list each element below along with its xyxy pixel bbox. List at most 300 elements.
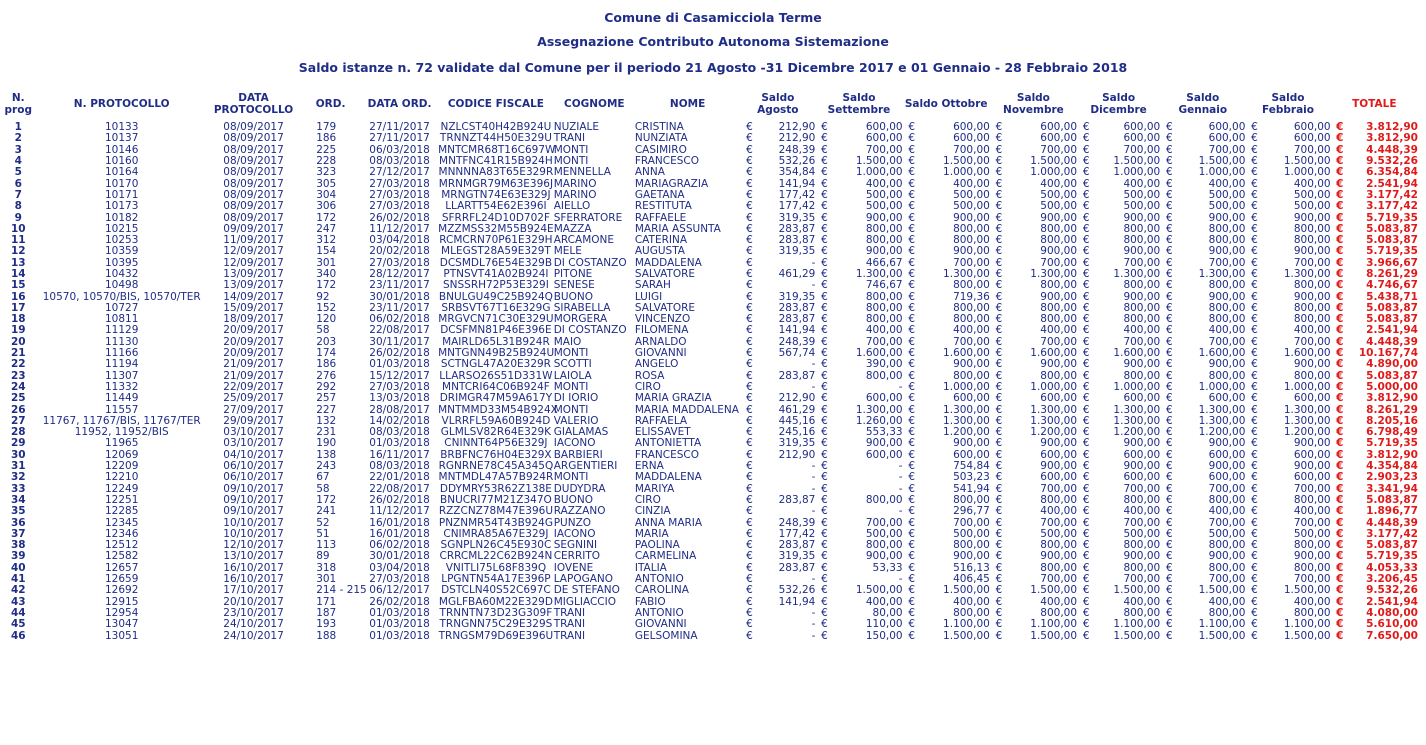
cell-protocollo: 10570, 10570/BIS, 10570/TER: [42, 290, 201, 303]
cell-currency-symbol: €: [995, 606, 1003, 619]
cell-data-ord: 13/03/2018: [369, 392, 430, 405]
cell-data-ord: 27/03/2018: [369, 380, 430, 393]
cell-saldo-febbraio: 400,00: [1293, 595, 1331, 608]
cell-currency-symbol: €: [1251, 335, 1258, 348]
cell-currency-symbol: €: [746, 392, 753, 405]
cell-saldo-ottobre: 1.600,00: [943, 347, 990, 360]
cell-currency-symbol-total: €: [1336, 392, 1344, 405]
cell-codice-fiscale: NZLCST40H42B924U: [440, 121, 552, 134]
cell-saldo-febbraio: 800,00: [1293, 313, 1331, 326]
cell-currency-symbol-total: €: [1336, 448, 1344, 461]
cell-totale: 4.448,39: [1366, 143, 1418, 156]
cell-totale: 5.719,35: [1366, 437, 1418, 450]
cell-codice-fiscale: MRNMGR79M63E396J: [438, 177, 554, 190]
cell-data-ord: 16/01/2018: [369, 516, 430, 529]
cell-saldo-settembre: 553,33: [865, 426, 903, 439]
cell-saldo-ottobre: 900,00: [953, 437, 990, 450]
cell-currency-symbol: €: [1251, 155, 1258, 168]
cell-protocollo: 12512: [104, 539, 139, 552]
cell-currency-symbol-total: €: [1336, 177, 1344, 190]
cell-currency-symbol: €: [1165, 200, 1173, 213]
cell-currency-symbol: €: [1165, 561, 1173, 574]
cell-ord: 113: [316, 539, 337, 552]
cell-saldo-febbraio: 700,00: [1293, 482, 1331, 495]
cell-codice-fiscale: MRGVCN71C30E329U: [438, 313, 554, 326]
cell-currency-symbol: €: [746, 256, 753, 269]
cell-currency-symbol: €: [1082, 414, 1090, 427]
cell-data-protocollo: 03/10/2017: [223, 437, 284, 450]
cell-data-protocollo: 08/09/2017: [223, 155, 284, 168]
cell-currency-symbol: €: [908, 392, 916, 405]
cell-nome: FILOMENA: [634, 324, 689, 337]
cell-saldo-dicembre: 700,00: [1123, 143, 1161, 156]
cell-data-ord: 06/02/2018: [369, 313, 430, 326]
table-row: [0, 167, 1418, 178]
cell-currency-symbol-total: €: [1336, 527, 1344, 540]
cell-currency-symbol: €: [821, 527, 828, 540]
cell-data-protocollo: 06/10/2017: [223, 460, 284, 473]
cell-saldo-novembre: 700,00: [1040, 482, 1078, 495]
cell-currency-symbol: €: [995, 460, 1003, 473]
cell-currency-symbol: €: [821, 482, 828, 495]
cell-codice-fiscale: MNTFNC41R15B924H: [439, 155, 553, 168]
cell-data-protocollo: 08/09/2017: [223, 132, 284, 145]
cell-currency-symbol: €: [908, 606, 916, 619]
cell-protocollo: 10160: [104, 155, 139, 168]
cell-currency-symbol: €: [1251, 347, 1258, 360]
cell-saldo-ottobre: 1.000,00: [943, 166, 990, 179]
cell-nome: AUGUSTA: [634, 245, 685, 258]
cell-currency-symbol: €: [995, 618, 1003, 631]
cell-currency-symbol: €: [1082, 143, 1090, 156]
cell-cognome: CERRITO: [553, 550, 601, 563]
cell-currency-symbol: €: [908, 618, 916, 631]
cell-currency-symbol: €: [1251, 358, 1258, 371]
cell-saldo-febbraio: 800,00: [1293, 369, 1331, 382]
table-row: [0, 551, 1418, 562]
cell-prog: 2: [14, 132, 22, 145]
cell-saldo-settembre: 900,00: [865, 437, 903, 450]
cell-nome: VINCENZO: [634, 313, 691, 326]
cell-currency-symbol: €: [908, 426, 916, 439]
cell-saldo-gennaio: 500,00: [1208, 527, 1246, 540]
table-row: [0, 303, 1418, 314]
cell-currency-symbol: €: [908, 527, 916, 540]
cell-currency-symbol: €: [1251, 606, 1258, 619]
cell-saldo-novembre: 400,00: [1040, 595, 1078, 608]
cell-prog: 43: [10, 595, 26, 608]
cell-currency-symbol: €: [908, 335, 916, 348]
cell-currency-symbol: €: [821, 222, 828, 235]
cell-protocollo: 10359: [104, 245, 139, 258]
cell-currency-symbol: €: [1251, 256, 1258, 269]
cell-saldo-ottobre: 800,00: [953, 222, 990, 235]
cell-saldo-novembre: 600,00: [1040, 132, 1078, 145]
cell-currency-symbol: €: [746, 347, 753, 360]
cell-nome: ANTONIO: [634, 606, 684, 619]
cell-totale: 5.083,87: [1366, 301, 1418, 314]
cell-currency-symbol: €: [1251, 324, 1258, 337]
cell-data-ord: 01/03/2018: [369, 358, 430, 371]
cell-currency-symbol: €: [1165, 471, 1173, 484]
cell-saldo-ottobre: 800,00: [953, 493, 990, 506]
cell-saldo-agosto: 248,39: [778, 335, 816, 348]
cell-protocollo: 10727: [104, 301, 139, 314]
cell-data-ord: 27/03/2018: [369, 177, 430, 190]
cell-saldo-gennaio: 800,00: [1208, 279, 1246, 292]
cell-saldo-gennaio: 1.500,00: [1198, 629, 1246, 642]
cell-currency-symbol: €: [1082, 426, 1090, 439]
cell-data-protocollo: 13/10/2017: [223, 550, 284, 563]
cell-currency-symbol-total: €: [1336, 380, 1344, 393]
cell-ord: 67: [316, 471, 330, 484]
cell-prog: 33: [10, 482, 26, 495]
cell-currency-symbol: €: [908, 177, 916, 190]
cell-ord: 241: [316, 505, 337, 518]
table-row: [0, 291, 1418, 302]
cell-currency-symbol: €: [1165, 358, 1173, 371]
cell-saldo-settembre: 1.000,00: [855, 166, 903, 179]
cell-currency-symbol: €: [1165, 335, 1173, 348]
cell-prog: 42: [10, 584, 26, 597]
cell-saldo-novembre: 1.600,00: [1030, 347, 1078, 360]
cell-ord: 306: [316, 200, 337, 213]
cell-saldo-agosto: 283,87: [778, 539, 816, 552]
cell-currency-symbol-total: €: [1336, 279, 1344, 292]
cell-saldo-dicembre: 1.300,00: [1113, 268, 1161, 280]
table-header-row: [0, 86, 1418, 122]
cell-data-protocollo: 23/10/2017: [223, 606, 284, 619]
cell-saldo-settembre: 150,00: [865, 629, 903, 642]
cell-prog: 36: [10, 516, 26, 529]
cell-saldo-settembre: 53,33: [872, 561, 903, 574]
cell-saldo-febbraio: 700,00: [1293, 143, 1331, 156]
table-row: [0, 359, 1418, 370]
cell-currency-symbol: €: [1082, 121, 1090, 134]
cell-saldo-febbraio: 800,00: [1293, 279, 1331, 292]
cell-currency-symbol: €: [746, 290, 753, 303]
cell-nome: SALVATORE: [634, 301, 696, 314]
cell-currency-symbol: €: [746, 211, 753, 224]
cell-cognome: AIELLO: [553, 200, 591, 213]
cell-currency-symbol: €: [821, 200, 828, 213]
cell-data-protocollo: 09/10/2017: [223, 493, 284, 506]
cell-codice-fiscale: SGNPLN26C45E930C: [440, 539, 552, 552]
cell-nome: RESTITUTA: [634, 200, 692, 213]
cell-ord: 120: [316, 313, 337, 326]
cell-cognome: DE STEFANO: [553, 584, 620, 597]
cell-saldo-ottobre: 1.100,00: [943, 618, 990, 631]
cell-saldo-agosto: 248,39: [778, 516, 816, 529]
cell-data-ord: 27/11/2017: [369, 132, 430, 145]
cell-saldo-agosto: -: [811, 460, 816, 473]
cell-currency-symbol: €: [821, 561, 828, 574]
cell-codice-fiscale: MNTMDL47A57B924R: [438, 471, 554, 484]
cell-currency-symbol: €: [1251, 177, 1258, 190]
cell-saldo-settembre: 800,00: [865, 539, 903, 552]
cell-ord: 228: [316, 155, 337, 168]
cell-nome: NUNZIATA: [634, 132, 688, 145]
cell-currency-symbol: €: [821, 516, 828, 529]
cell-saldo-novembre: 900,00: [1040, 437, 1078, 450]
cell-currency-symbol: €: [1082, 561, 1090, 574]
cell-saldo-settembre: 1.600,00: [855, 347, 903, 360]
cell-protocollo: 10137: [104, 132, 139, 145]
cell-codice-fiscale: PNZNMR54T43B924G: [438, 516, 553, 529]
cell-saldo-ottobre: 800,00: [953, 234, 990, 247]
cell-currency-symbol: €: [746, 177, 753, 190]
cell-cognome: MONTI: [553, 155, 589, 168]
cell-saldo-agosto: 245,16: [778, 426, 816, 439]
cell-saldo-gennaio: 800,00: [1208, 234, 1246, 247]
cell-currency-symbol-total: €: [1336, 143, 1344, 156]
cell-saldo-gennaio: 900,00: [1208, 460, 1246, 473]
cell-codice-fiscale: LLARTT54E62E396I: [445, 200, 547, 213]
cell-saldo-dicembre: 600,00: [1123, 132, 1161, 145]
cell-ord: 292: [316, 380, 337, 393]
cell-saldo-ottobre: 1.300,00: [943, 414, 990, 427]
cell-data-ord: 26/02/2018: [369, 493, 430, 506]
cell-currency-symbol: €: [1251, 527, 1258, 540]
cell-currency-symbol: €: [821, 403, 828, 416]
cell-totale: 5.719,35: [1366, 550, 1418, 563]
cell-currency-symbol: €: [908, 290, 916, 303]
cell-saldo-settembre: 1.300,00: [855, 268, 903, 280]
cell-saldo-gennaio: 700,00: [1208, 143, 1246, 156]
cell-data-ord: 28/12/2017: [369, 268, 430, 280]
cell-currency-symbol-total: €: [1336, 505, 1344, 518]
cell-saldo-febbraio: 800,00: [1293, 234, 1331, 247]
cell-prog: 28: [10, 426, 26, 439]
cell-currency-symbol: €: [1251, 539, 1258, 552]
cell-currency-symbol-total: €: [1336, 369, 1344, 382]
cell-saldo-febbraio: 1.500,00: [1283, 584, 1331, 597]
cell-ord: 51: [316, 527, 330, 540]
cell-saldo-febbraio: 1.300,00: [1283, 414, 1331, 427]
cell-saldo-ottobre: 516,13: [953, 561, 990, 574]
cell-saldo-novembre: 1.300,00: [1030, 403, 1078, 416]
cell-saldo-settembre: 800,00: [865, 301, 903, 314]
cell-currency-symbol: €: [908, 211, 916, 224]
cell-saldo-febbraio: 700,00: [1293, 256, 1331, 269]
cell-currency-symbol-total: €: [1336, 324, 1344, 337]
cell-currency-symbol: €: [821, 448, 828, 461]
cell-data-protocollo: 25/09/2017: [223, 392, 284, 405]
cell-saldo-dicembre: 1.000,00: [1113, 380, 1161, 393]
table-row: [0, 472, 1418, 483]
cell-saldo-agosto: 141,94: [778, 595, 816, 608]
cell-currency-symbol: €: [908, 347, 916, 360]
cell-nome: GELSOMINA: [634, 629, 698, 642]
cell-currency-symbol: €: [821, 629, 828, 642]
cell-saldo-settembre: 1.260,00: [855, 414, 903, 427]
cell-currency-symbol: €: [746, 234, 753, 247]
cell-data-ord: 23/11/2017: [369, 301, 430, 314]
cell-currency-symbol: €: [995, 177, 1003, 190]
cell-cognome: GIALAMAS: [553, 426, 609, 439]
cell-protocollo: 10253: [104, 234, 139, 247]
cell-currency-symbol: €: [746, 121, 753, 134]
cell-saldo-ottobre: 900,00: [953, 245, 990, 258]
cell-currency-symbol: €: [746, 460, 753, 473]
cell-currency-symbol: €: [908, 448, 916, 461]
cell-cognome: ARGENTIERI: [553, 460, 618, 473]
cell-cognome: MONTI: [553, 471, 589, 484]
cell-currency-symbol: €: [821, 505, 828, 518]
cell-prog: 30: [10, 448, 26, 461]
cell-saldo-ottobre: 600,00: [953, 448, 990, 461]
cell-saldo-dicembre: 600,00: [1123, 448, 1161, 461]
cell-saldo-dicembre: 400,00: [1123, 177, 1161, 190]
cell-totale: 3.812,90: [1366, 132, 1418, 145]
cell-codice-fiscale: TRNGSM79D69E396U: [438, 629, 554, 642]
cell-currency-symbol: €: [821, 256, 828, 269]
cell-currency-symbol: €: [908, 539, 916, 552]
cell-data-protocollo: 08/09/2017: [223, 143, 284, 156]
cell-currency-symbol: €: [1082, 392, 1090, 405]
cell-currency-symbol: €: [1251, 437, 1258, 450]
cell-protocollo: 10173: [104, 200, 139, 213]
cell-currency-symbol: €: [1082, 200, 1090, 213]
cell-data-protocollo: 20/09/2017: [223, 335, 284, 348]
cell-totale: 5.719,35: [1366, 211, 1418, 224]
cell-currency-symbol: €: [746, 358, 753, 371]
cell-prog: 37: [10, 527, 26, 540]
cell-protocollo: 11767, 11767/BIS, 11767/TER: [42, 414, 201, 427]
cell-nome: MARIA ASSUNTA: [634, 222, 721, 235]
cell-currency-symbol: €: [821, 471, 828, 484]
cell-nome: CARMELINA: [634, 550, 697, 563]
table-row: [0, 596, 1418, 607]
cell-data-ord: 14/02/2018: [369, 414, 430, 427]
cell-nome: ANNA: [634, 166, 665, 179]
cell-saldo-gennaio: 700,00: [1208, 482, 1246, 495]
cell-protocollo: 12285: [104, 505, 139, 518]
cell-currency-symbol: €: [1251, 268, 1258, 280]
cell-codice-fiscale: TRNGNN75C29E329S: [439, 618, 553, 631]
cell-currency-symbol: €: [1082, 595, 1090, 608]
cell-saldo-novembre: 800,00: [1040, 539, 1078, 552]
cell-data-protocollo: 21/09/2017: [223, 369, 284, 382]
cell-saldo-settembre: 700,00: [865, 516, 903, 529]
cell-data-ord: 16/01/2018: [369, 527, 430, 540]
cell-protocollo: 10133: [104, 121, 139, 134]
cell-prog: 7: [14, 188, 22, 201]
cell-codice-fiscale: MNTMMD33M54B924X: [438, 403, 558, 416]
cell-prog: 26: [10, 403, 26, 416]
cell-saldo-dicembre: 900,00: [1123, 437, 1161, 450]
cell-currency-symbol: €: [995, 256, 1003, 269]
cell-saldo-ottobre: 900,00: [953, 358, 990, 371]
cell-currency-symbol: €: [1082, 493, 1090, 506]
cell-currency-symbol: €: [1251, 301, 1258, 314]
cell-saldo-febbraio: 600,00: [1293, 392, 1331, 405]
cell-ord: 171: [316, 595, 337, 608]
cell-prog: 20: [10, 335, 26, 348]
cell-totale: 3.206,45: [1366, 573, 1418, 586]
cell-cognome: TRANI: [553, 606, 586, 619]
cell-currency-symbol-total: €: [1336, 403, 1344, 416]
cell-saldo-settembre: 466,67: [865, 256, 903, 269]
cell-totale: 10.167,74: [1358, 347, 1418, 360]
cell-currency-symbol: €: [821, 166, 828, 179]
cell-saldo-settembre: 1.300,00: [855, 403, 903, 416]
cell-protocollo: 11130: [104, 335, 139, 348]
cell-prog: 45: [10, 618, 26, 631]
cell-currency-symbol: €: [1251, 595, 1258, 608]
cell-currency-symbol: €: [821, 606, 828, 619]
cell-prog: 38: [10, 539, 26, 552]
cell-saldo-gennaio: 800,00: [1208, 606, 1246, 619]
cell-data-ord: 15/12/2017: [369, 369, 430, 382]
cell-currency-symbol: €: [908, 132, 916, 145]
cell-data-ord: 11/12/2017: [369, 222, 430, 235]
cell-currency-symbol: €: [1165, 584, 1173, 597]
cell-currency-symbol: €: [821, 460, 828, 473]
cell-currency-symbol: €: [1251, 211, 1258, 224]
cell-totale: 4.890,00: [1366, 358, 1418, 371]
cell-data-ord: 01/03/2018: [369, 618, 430, 631]
cell-saldo-novembre: 600,00: [1040, 121, 1078, 134]
cell-currency-symbol: €: [746, 301, 753, 314]
cell-saldo-ottobre: 800,00: [953, 369, 990, 382]
cell-currency-symbol: €: [821, 234, 828, 247]
cell-currency-symbol: €: [1082, 268, 1090, 280]
cell-cognome: BUONO: [553, 290, 593, 303]
header-saldo-agosto: Saldo Agosto: [757, 92, 799, 116]
cell-codice-fiscale: GLMLSV82R64E329K: [440, 426, 552, 439]
cell-currency-symbol-total: €: [1336, 618, 1344, 631]
cell-protocollo: 10170: [104, 177, 139, 190]
cell-codice-fiscale: MAIRLD65L31B924R: [442, 335, 550, 348]
cell-prog: 29: [10, 437, 26, 450]
cell-currency-symbol: €: [1251, 132, 1258, 145]
cell-saldo-dicembre: 1.300,00: [1113, 403, 1161, 416]
cell-totale: 8.261,29: [1366, 403, 1418, 416]
cell-nome: ROSA: [634, 369, 665, 382]
cell-cognome: MELE: [553, 245, 582, 258]
cell-currency-symbol: €: [821, 335, 828, 348]
cell-currency-symbol: €: [908, 313, 916, 326]
cell-saldo-novembre: 800,00: [1040, 369, 1078, 382]
table-row: [0, 517, 1418, 528]
cell-saldo-agosto: -: [811, 618, 816, 631]
cell-saldo-gennaio: 900,00: [1208, 245, 1246, 258]
cell-currency-symbol: €: [1251, 561, 1258, 574]
cell-currency-symbol: €: [746, 606, 753, 619]
cell-ord: 174: [316, 347, 337, 360]
cell-saldo-novembre: 800,00: [1040, 222, 1078, 235]
cell-prog: 11: [10, 234, 26, 247]
cell-prog: 19: [10, 324, 26, 337]
cell-saldo-agosto: -: [811, 629, 816, 642]
cell-ord: 231: [316, 426, 337, 439]
cell-codice-fiscale: DCSMDL76E54E329B: [439, 256, 553, 269]
cell-data-protocollo: 24/10/2017: [223, 629, 284, 642]
cell-saldo-gennaio: 900,00: [1208, 290, 1246, 303]
cell-currency-symbol: €: [746, 132, 753, 145]
cell-ord: 276: [316, 369, 337, 382]
cell-currency-symbol: €: [995, 527, 1003, 540]
cell-currency-symbol: €: [995, 358, 1003, 371]
cell-saldo-novembre: 400,00: [1040, 324, 1078, 337]
cell-cognome: MONTI: [553, 347, 589, 360]
cell-protocollo: 12692: [104, 584, 139, 597]
cell-data-ord: 01/03/2018: [369, 606, 430, 619]
header-nome: NOME: [669, 98, 706, 110]
cell-saldo-febbraio: 900,00: [1293, 550, 1331, 563]
cell-currency-symbol: €: [821, 347, 828, 360]
